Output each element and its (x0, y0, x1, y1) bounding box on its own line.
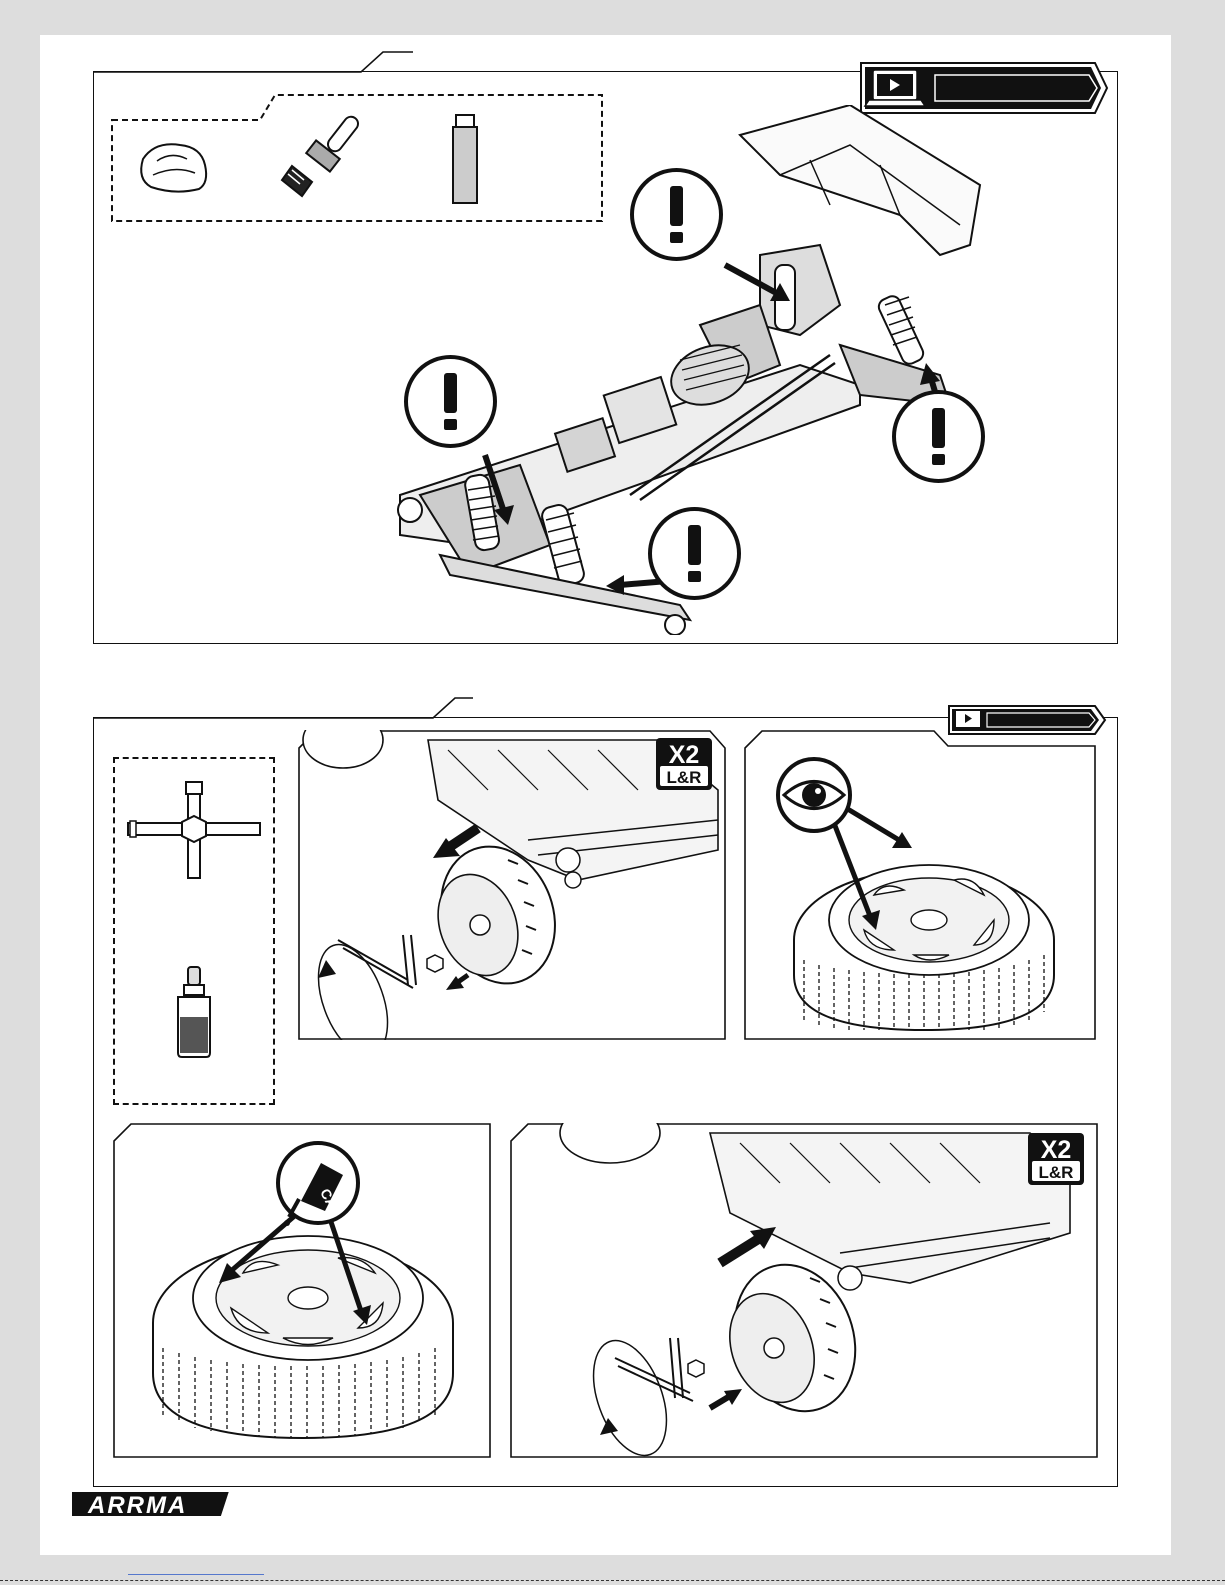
arrma-logo[interactable] (72, 1488, 232, 1520)
lr-badge-text: L&R (666, 768, 702, 787)
x2-badge-text: X2 (668, 741, 700, 769)
x2-badge-text: X2 (1040, 1136, 1072, 1164)
link-underline (128, 1574, 264, 1575)
glue-bottle-icon (170, 965, 220, 1060)
logo-text: ARRMA (88, 1492, 188, 1519)
page-cut-line (0, 1580, 1225, 1581)
paint-brush-icon (278, 110, 378, 200)
install-wheel-step (510, 1123, 1098, 1458)
warning-icon-center (648, 507, 741, 600)
lr-badge-text: L&R (1038, 1163, 1074, 1182)
ca-label: CA (317, 1185, 341, 1212)
manual-page (40, 35, 1171, 1555)
warning-icon-rear (630, 168, 723, 261)
panel-tab-bottom (93, 697, 473, 719)
warning-icon-front-shock (404, 355, 497, 448)
cloth-icon (135, 137, 215, 197)
glue-tire-step (113, 1123, 491, 1458)
inspect-tire-step (744, 730, 1096, 1040)
panel-tab-top (93, 51, 413, 73)
warning-icon-rear-shock (892, 390, 985, 483)
cross-wrench-icon (126, 780, 262, 880)
remove-wheel-step (298, 730, 726, 1040)
